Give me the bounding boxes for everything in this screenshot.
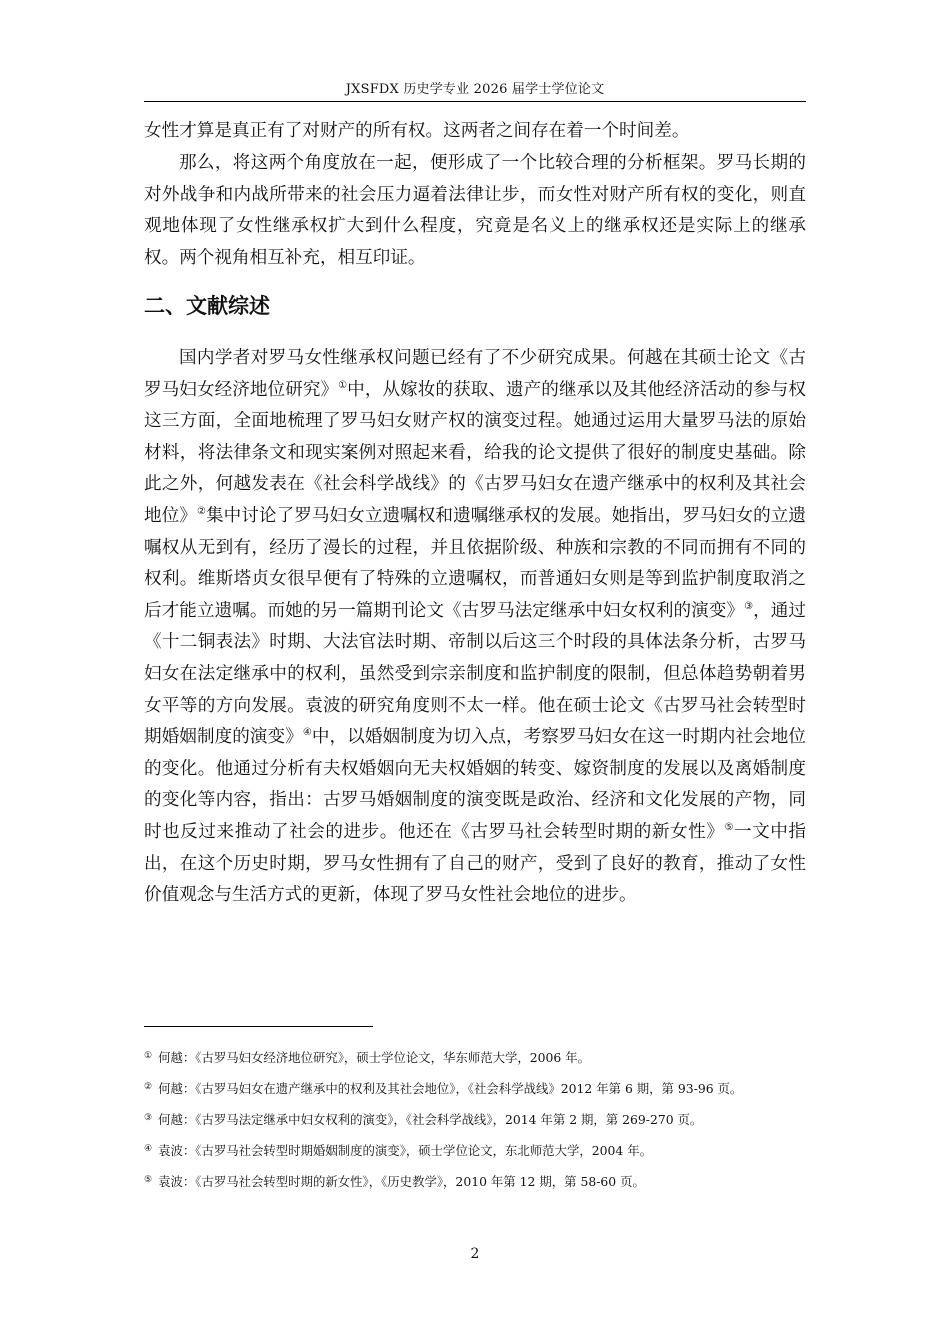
footnote-item [144, 1168, 806, 1194]
footnote-mark: ④ [144, 1144, 153, 1154]
footnote-text: 何越：《古罗马妇女经济地位研究》，硕士学位论文，华东师范大学，2006 年。 [158, 1050, 591, 1065]
footnote-ref[interactable]: ③ [744, 600, 754, 612]
review-text-segment: 国内学者对罗马女性继承权问题已经有了不少研究成果。何越在其硕士论文《古罗马妇女经济地位研究》 [144, 348, 806, 400]
footnote-text: 何越：《古罗马法定继承中妇女权利的演变》，《社会科学战线》，2014 年第 2 期，第 269-270 页。 [158, 1112, 703, 1127]
paragraph-continuation: 女性才算是真正有了对财产的所有权。这两者之间存在着一个时间差。 [144, 121, 690, 141]
footnote-ref[interactable]: ① [338, 379, 348, 391]
footnote-mark: ⑤ [144, 1175, 153, 1185]
footnote-item [144, 1075, 806, 1101]
paragraph-literature-review [144, 343, 806, 912]
review-text-segment: 中，从嫁妆的获取、遗产的继承以及其他经济活动的参与权这三方面，全面地梳理了罗马妇女财产权的演变过程。她通过运用大量罗马法的原始材料，将法律条文和现实案例对照起来看，给我的论文提供了很好的制度史基础。除此之外，何越发表在《社会科学战线》的《古罗马妇女在遗产继承中的权利及其社会地位》 [144, 379, 806, 526]
footnote-item [144, 1044, 806, 1070]
review-text-segment: 一文中指出，在这个历史时期，罗马女性拥有了自己的财产，受到了良好的教育，推动了女性价值观念与生活方式的更新，体现了罗马女性社会地位的进步。 [144, 821, 806, 906]
footnote-text: 袁波：《古罗马社会转型时期的新女性》，《历史教学》，2010 年第 12 期，第 58-60 页。 [158, 1174, 645, 1189]
footnote-ref[interactable]: ④ [302, 727, 312, 739]
footnote-text: 何越：《古罗马妇女在遗产继承中的权利及其社会地位》，《社会科学战线》2012 年第 6 期，第 93-96 页。 [158, 1081, 743, 1096]
paragraph-analysis-framework: 那么，将这两个角度放在一起，便形成了一个比较合理的分析框架。罗马长期的对外战争和内战所带来的社会压力逼着法律让步，而女性对财产所有权的变化，则直观地体现了女性继承权扩大到什么程度，究竟是名义上的继承权还是实际上的继承权。两个视角相互补充，相互印证。 [144, 153, 806, 268]
footnote-item [144, 1137, 806, 1163]
footnote-mark: ③ [144, 1113, 153, 1123]
page-number: 2 [470, 1246, 480, 1262]
page-header: JXSFDX 历史学专业 2026 届学士学位论文 [345, 82, 605, 97]
footnote-item [144, 1106, 806, 1132]
footnote-separator [144, 1026, 373, 1027]
review-text-segment: 集中讨论了罗马妇女立遗嘱权和遗嘱继承权的发展。她指出，罗马妇女的立遗嘱权从无到有，经历了漫长的过程，并且依据阶级、种族和宗教的不同而拥有不同的权利。维斯塔贞女很早便有了特殊的立遗嘱权，而普通妇女则是等到监护制度取消之后才能立遗嘱。而她的另一篇期刊论文《古罗马法定继承中妇女权利的演变》 [144, 505, 806, 621]
footnote-mark: ② [144, 1082, 153, 1092]
footnote-mark: ① [144, 1051, 153, 1061]
header-divider [144, 101, 806, 102]
section-heading: 二、文献综述 [144, 294, 270, 318]
review-text-segment: 中，以婚姻制度为切入点，考察罗马妇女在这一时期内社会地位的变化。他通过分析有夫权婚姻向无夫权婚姻的转变、嫁资制度的发展以及离婚制度的变化等内容，指出：古罗马婚姻制度的演变既是政治、经济和文化发展的产物，同时也反过来推动了社会的进步。他还在《古罗马社会转型时期的新女性》 [144, 727, 806, 842]
footnotes [144, 1044, 806, 1199]
footnote-ref[interactable]: ② [196, 505, 206, 517]
footnote-ref[interactable]: ⑤ [724, 821, 734, 833]
review-text-segment: ，通过《十二铜表法》时期、大法官法时期、帝制以后这三个时段的具体法条分析，古罗马妇女在法定继承中的权利，虽然受到宗亲制度和监护制度的限制，但总体趋势朝着男女平等的方向发展。袁波的研究角度则不太一样。他在硕士论文《古罗马社会转型时期婚姻制度的演变》 [144, 600, 806, 748]
footnote-text: 袁波：《古罗马社会转型时期婚姻制度的演变》，硕士学位论文，东北师范大学，2004 年。 [158, 1143, 652, 1158]
